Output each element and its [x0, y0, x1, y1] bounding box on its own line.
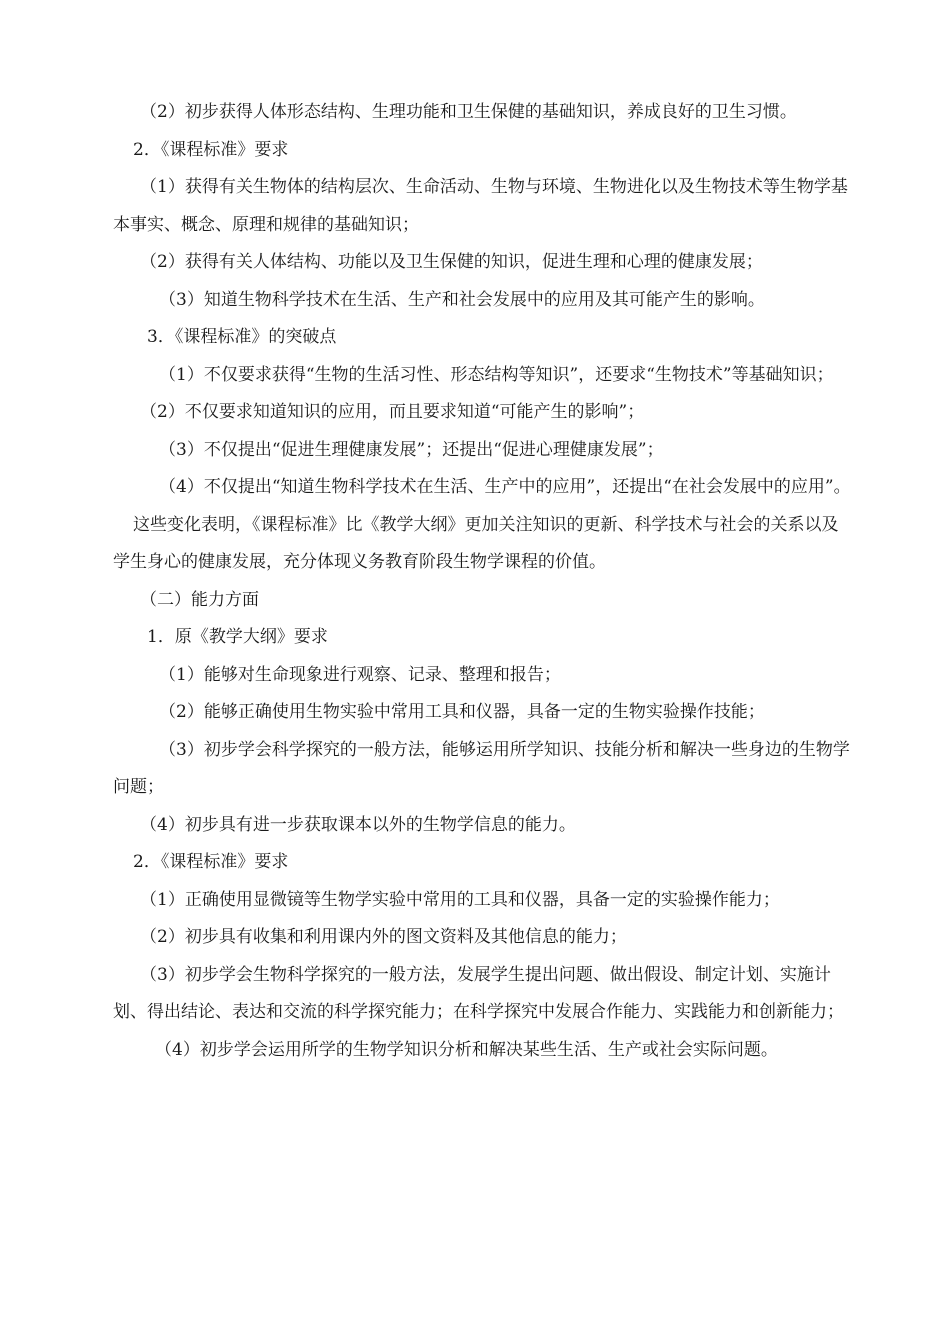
paragraph: （1）能够对生命现象进行观察、记录、整理和报告； [159, 664, 561, 685]
paragraph: （3）初步学会科学探究的一般方法，能够运用所学知识、技能分析和解决一些身边的生物学问题； [113, 739, 850, 797]
paragraph: （3）不仅提出“促进生理健康发展”；还提出“促进心理健康发展”； [159, 439, 664, 460]
section-heading: 2．《课程标准》要求 [133, 139, 289, 160]
paragraph: （4）初步学会运用所学的生物学知识分析和解决某些生活、生产或社会实际问题。 [155, 1039, 778, 1060]
paragraph: （2）不仅要求知道知识的应用，而且要求知道“可能产生的影响”； [140, 402, 645, 422]
paragraph: （2）初步获得人体形态结构、生理功能和卫生保健的基础知识，养成良好的卫生习惯。 [140, 102, 797, 122]
paragraph: （4）初步具有进一步获取课本以外的生物学信息的能力。 [140, 814, 576, 835]
paragraph: （3）知道生物科学技术在生活、生产和社会发展中的应用及其可能产生的影响。 [159, 289, 765, 310]
paragraph: （1）正确使用显微镜等生物学实验中常用的工具和仪器，具备一定的实验操作能力； [140, 889, 780, 910]
paragraph: （4）不仅提出“知道生物科学技术在生活、生产中的应用”，还提出“在社会发展中的应用”。 [159, 477, 851, 497]
section-heading: 3．《课程标准》的突破点 [147, 327, 337, 347]
paragraph: （1）获得有关生物体的结构层次、生命活动、生物与环境、生物进化以及生物技术等生物学基本事实、概念、原理和规律的基础知识； [113, 177, 848, 235]
section-heading: 2．《课程标准》要求 [133, 852, 289, 872]
paragraph: （2）初步具有收集和利用课内外的图文资料及其他信息的能力； [140, 927, 627, 947]
paragraph: （2）能够正确使用生物实验中常用工具和仪器，具备一定的生物实验操作技能； [159, 702, 765, 722]
paragraph: 这些变化表明，《课程标准》比《教学大纲》更加关注知识的更新、科学技术与社会的关系以及学生身心的健康发展，充分体现义务教育阶段生物学课程的价值。 [113, 514, 839, 572]
paragraph: （3）初步学会生物科学探究的一般方法，发展学生提出问题、做出假设、制定计划、实施计划、得出结论、表达和交流的科学探究能力；在科学探究中发展合作能力、实践能力和创新能力； [113, 964, 844, 1022]
section-heading: （二）能力方面 [140, 589, 259, 610]
paragraph: （2）获得有关人体结构、功能以及卫生保健的知识，促进生理和心理的健康发展； [140, 252, 763, 272]
section-heading: 1．原《教学大纲》要求 [147, 627, 328, 647]
paragraph: （1）不仅要求获得“生物的生活习性、形态结构等知识”，还要求“生物技术”等基础知识； [159, 364, 834, 385]
document-body [113, 94, 853, 1069]
